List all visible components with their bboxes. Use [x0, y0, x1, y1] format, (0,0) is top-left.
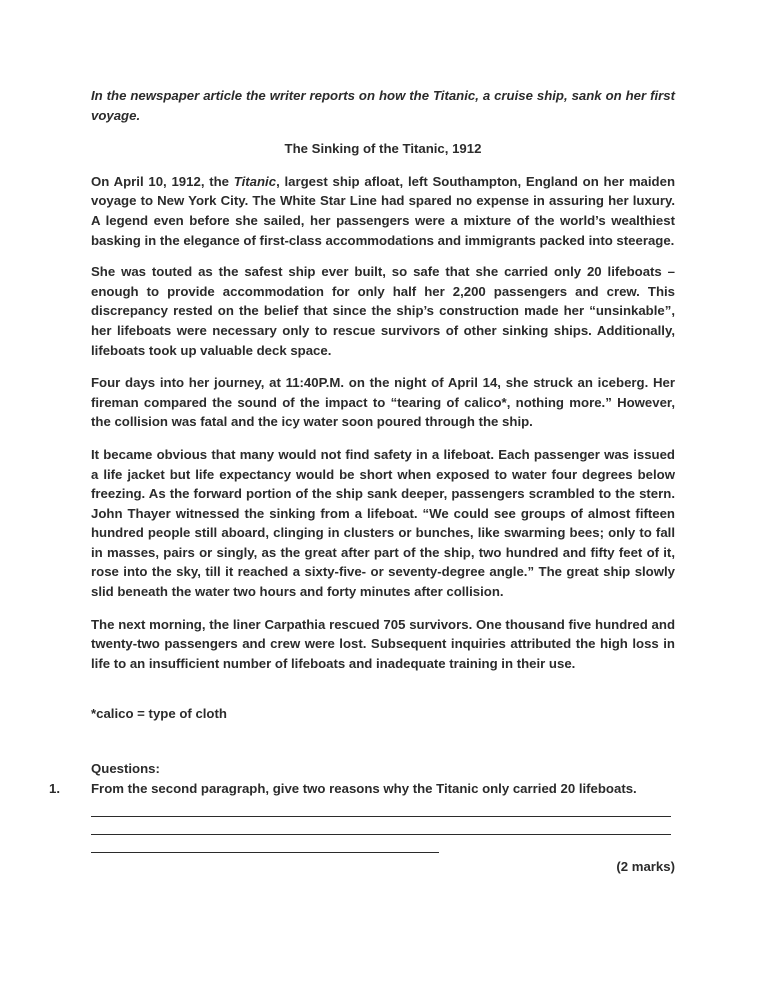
- answer-line-3[interactable]: [91, 852, 439, 853]
- article-paragraph-5: The next morning, the liner Carpathia rescued 705 survivors. One thousand five hundred and twenty-two passengers and crew were lost. Subsequent inquiries attributed the high loss in life to an insufficient number of lifeboats and inadequate training in their use.: [91, 616, 675, 671]
- question-number: 1.: [49, 780, 60, 796]
- answer-line-1[interactable]: [91, 816, 671, 817]
- marks-label: (2 marks): [616, 859, 675, 875]
- question-text: From the second paragraph, give two reasons why the Titanic only carried 20 lifeboats.: [91, 780, 637, 796]
- article-paragraph-2: She was touted as the safest ship ever built, so safe that she carried only 20 lifeboats – enough to provide accommodation for only half her 2,200 passengers and crew. This discrepancy rested on the belief that since the ship’s construction made her “unsinkable”, her lifeboats were necessary only to rescue survivors of other sinking ships. Additionally, lifeboats took up valuable deck space.: [91, 264, 675, 358]
- article-paragraph-3: Four days into her journey, at 11:40P.M. on the night of April 14, she struck an iceberg. Her fireman compared the sound of the impact to “tearing of calico*, nothing more.” However, the collision was fatal and the icy water soon poured through the ship.: [91, 375, 675, 430]
- footnote: *calico = type of cloth: [91, 706, 227, 722]
- question-1: [49, 779, 675, 799]
- article-title: The Sinking of the Titanic, 1912: [284, 141, 482, 157]
- paragraph-text: , largest ship afloat, left Southampton, England on her maiden voyage to New York City. The White Star Line had spared no expense in assuring her luxury. A legend even before she sailed, her passengers were a mixture of the world’s wealthiest basking in the elegance of first-class accommodations and immigrants packed into steerage.: [91, 173, 675, 248]
- answer-line-2[interactable]: [91, 834, 671, 835]
- article-paragraph-1: [91, 172, 675, 250]
- intro-instruction: In the newspaper article the writer reports on how the Titanic, a cruise ship, sank on her first voyage.: [91, 88, 675, 123]
- paragraph-text: On April 10, 1912, the: [91, 173, 234, 189]
- ship-name-italic: Titanic: [233, 173, 277, 189]
- questions-heading: Questions:: [91, 761, 160, 777]
- article-paragraph-4: It became obvious that many would not find safety in a lifeboat. Each passenger was issued a life jacket but life expectancy would be short when exposed to water four degrees below freezing. As the forward portion of the ship sank deeper, passengers scrambled to the stern. John Thayer witnessed the sinking from a lifeboat. “We could see groups of almost fifteen hundred people still aboard, clinging in clusters or bunches, like swarming bees; only to fall in masses, pairs or singly, as the great after part of the ship, two hundred and fifty feet of it, rose into the sky, till it reached a sixty-five- or seventy-degree angle.” The great ship slowly slid beneath the water two hours and forty minutes after collision.: [91, 446, 675, 600]
- worksheet-page: [49, 86, 675, 877]
